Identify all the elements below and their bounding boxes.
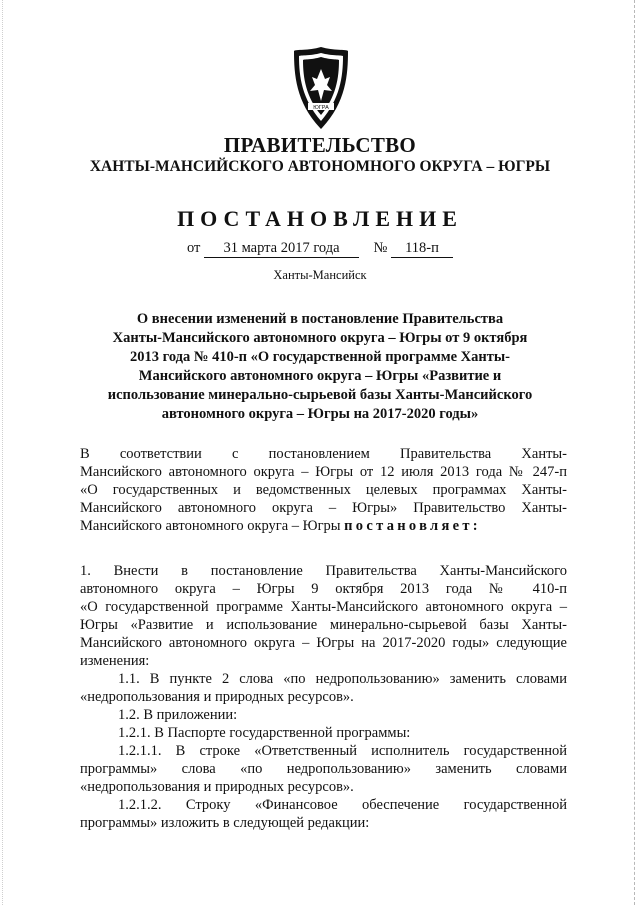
item1-line: автономного округа – Югры 9 октября 2013 года № 410-п	[80, 581, 567, 597]
decree-date: 31 марта 2017 года	[204, 240, 359, 258]
item1-2-1-2-line: 1.2.1.2. Строку «Финансовое обеспечение государственной	[118, 797, 567, 813]
intro-line: В соответствии с постановлением Правительства Ханты-	[80, 446, 567, 462]
item1-line: Мансийского автономного округа – Югры на 2017-2020 годы» следующие	[80, 635, 567, 651]
item1-2: 1.2. В приложении:	[118, 707, 238, 723]
item1-line: 1. Внести в постановление Правительства Ханты-Мансийского	[80, 563, 567, 579]
intro-line: Мансийского автономного округа – Югры	[80, 518, 341, 534]
decree-number: 118-п	[391, 240, 453, 258]
intro-last-line	[80, 517, 567, 535]
date-prefix: от	[187, 240, 201, 256]
item1-2-1-1-line: 1.2.1.1. В строке «Ответственный исполнитель государственной	[118, 743, 567, 759]
emblem-text: ЮГРА	[313, 105, 329, 111]
coat-of-arms-icon	[290, 45, 352, 135]
number-prefix: №	[373, 240, 388, 256]
item1-1-line: «недропользования и природных ресурсов».	[80, 689, 354, 705]
title-line: 2013 года № 410-п «О государственной программе Ханты-	[130, 349, 510, 365]
item1-line: Югры «Развитие и использование минерально-сырьевой базы Ханты-	[80, 617, 567, 633]
title-line: О внесении изменений в постановление Правительства	[136, 311, 504, 327]
item1-line: изменения:	[80, 653, 150, 669]
decree-title	[60, 310, 580, 424]
intro-line: «О государственных и ведомственных целевых программах Ханты-	[80, 482, 567, 498]
title-line: Ханты-Мансийского автономного округа – Югры от 9 октября	[112, 330, 528, 346]
item1-1-line: 1.1. В пункте 2 слова «по недропользованию» заменить словами	[118, 671, 567, 687]
title-line: Мансийского автономного округа – Югры «Развитие и	[138, 368, 502, 384]
intro-line: Мансийского автономного округа – Югры от 12 июля 2013 года № 247-п	[80, 464, 567, 480]
title-line: использование минерально-сырьевой базы Ханты-Мансийского	[107, 387, 533, 403]
city: Ханты-Мансийск	[273, 268, 367, 282]
scan-edge-left	[2, 0, 4, 905]
item1-2-1-1-line: программы» слова «по недропользованию» заменить словами	[80, 761, 567, 777]
item1-2-1-2-line: программы» изложить в следующей редакции:	[80, 815, 370, 831]
item1-2-1: 1.2.1. В Паспорте государственной программы:	[118, 725, 411, 741]
item1-line: «О государственной программе Ханты-Мансийского автономного округа –	[80, 599, 567, 615]
intro-line: Мансийского автономного округа – Югры» Правительство Ханты-	[80, 500, 567, 516]
resolves-word: постановляет:	[344, 518, 481, 534]
document-type: ПОСТАНОВЛЕНИЕ	[177, 206, 463, 231]
region-title: ХАНТЫ-МАНСИЙСКОГО АВТОНОМНОГО ОКРУГА – ЮГРЫ	[89, 158, 551, 175]
scan-edge-right	[634, 0, 636, 905]
item1-2-1-1-line: «недропользования и природных ресурсов».	[80, 779, 354, 795]
date-line	[60, 240, 580, 258]
title-line: автономного округа – Югры на 2017-2020 годы»	[161, 406, 479, 422]
government-title: ПРАВИТЕЛЬСТВО	[223, 133, 417, 157]
